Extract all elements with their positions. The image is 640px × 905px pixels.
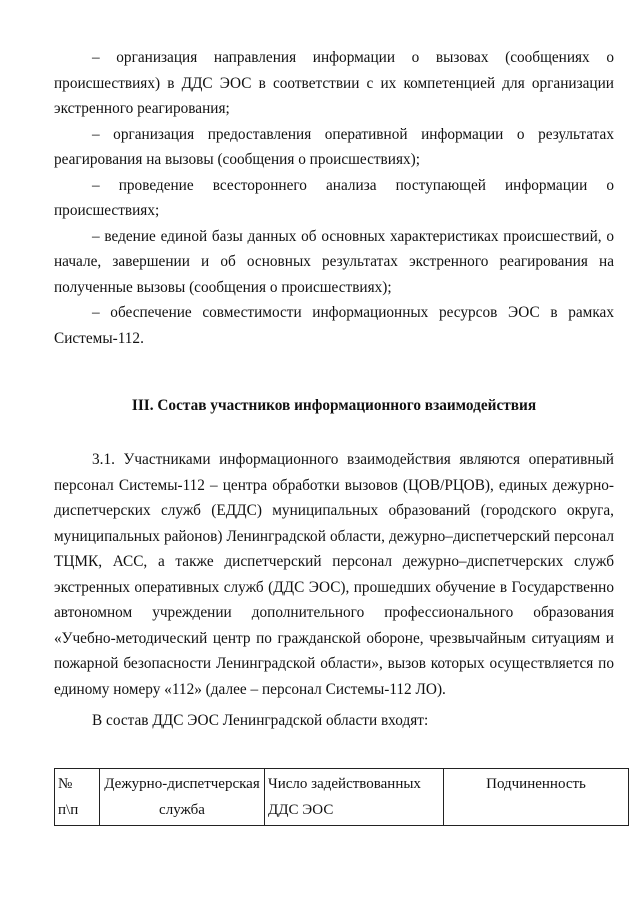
list-item: – организация предоставления оперативной информации о результатах реагирования на вызовы (сообщения о происшествиях); <box>54 125 614 168</box>
list-item: – обеспечение совместимости информационных ресурсов ЭОС в рамках Системы-112. <box>54 304 614 347</box>
paragraph-3-1: 3.1. Участниками информационного взаимодействия являются оперативный персонал Системы-112 – центра обработки вызовов (ЦОВ/РЦОВ), единых дежурно-диспетчерских служб (ЕДДС) муниципальных образований (городского округа, муниципальных районов) Ленинградской области, дежурно–диспетчерский персонал ТЦМК, АСС, а также диспетчерский персонал дежурно–диспетчерских служб экстренных оперативных служб (ДДС ЭОС), прошедших обучение в Государственно автономном учреждении дополнительного профессионального образования «Учебно-методический центр по гражданской обороне, чрезвычайным ситуациям и пожарной безопасности Ленинградской области», вызов которых осуществляется по единому номеру «112» (далее – персонал Системы-112 ЛО). <box>54 451 614 698</box>
table-header-cell: Число задействованных ДДС ЭОС <box>265 769 444 826</box>
dds-table <box>54 768 629 826</box>
section-heading: III. Состав участников информационного взаимодействия <box>131 397 537 414</box>
table-header-cell: Подчиненность <box>444 769 629 826</box>
table-header-cell: № п\п <box>55 769 100 826</box>
body-block <box>54 447 614 734</box>
table-header-cell: Дежурно-диспетчерская служба <box>100 769 265 826</box>
table-header-row <box>55 769 629 826</box>
paragraph-dds: В состав ДДС ЭОС Ленинградской области входят: <box>92 712 429 729</box>
list-item: – проведение всестороннего анализа поступающей информации о происшествиях; <box>54 176 614 219</box>
list-block <box>54 45 614 351</box>
list-item: – организация направления информации о вызовах (сообщениях о происшествиях) в ДДС ЭОС в соответствии с их компетенцией для организации экстренного реагирования; <box>54 49 614 117</box>
list-item: – ведение единой базы данных об основных характеристиках происшествий, о начале, завершении и об основных результатах экстренного реагирования на полученные вызовы (сообщения о происшествиях); <box>54 227 614 296</box>
